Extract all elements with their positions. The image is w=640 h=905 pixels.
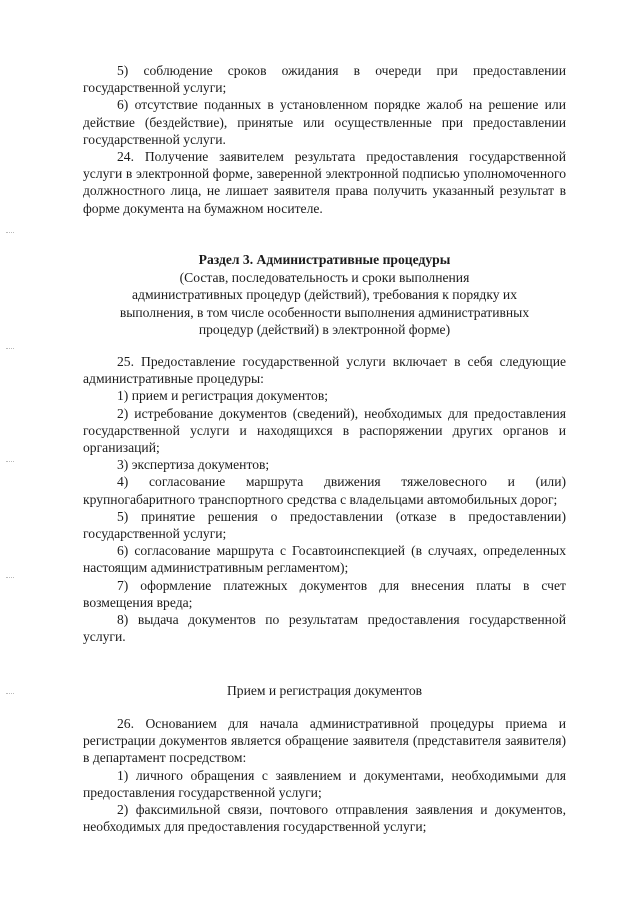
paragraph-26: 26. Основанием для начала административной процедуры приема и регистрации документов является обращение заявителя (представителя заявителя) в департамент посредством: — [83, 716, 566, 766]
procedure-26 — [83, 715, 566, 835]
punch-mark — [6, 461, 14, 463]
list-item: 3) экспертиза документов; — [117, 457, 270, 473]
section-subtitle-line: процедур (действий) в электронной форме) — [198, 322, 451, 338]
punch-mark — [6, 693, 14, 695]
list-item: 1) личного обращения с заявлением и документами, необходимыми для предоставления государственной услуги; — [83, 767, 566, 800]
section-subtitle-line: административных процедур (действий), требования к порядку их — [132, 287, 517, 303]
list-item: 7) оформление платежных документов для внесения платы в счет возмещения вреда; — [83, 577, 566, 610]
procedures-list — [83, 353, 566, 645]
paragraph-25: 25. Предоставление государственной услуги включает в себя следующие административные процедуры: — [83, 354, 566, 387]
subheading-block — [83, 682, 566, 700]
list-item: 5) принятие решения о предоставлении (отказе в предоставлении) государственной услуги; — [83, 508, 566, 542]
punch-mark — [6, 232, 14, 234]
punch-mark — [6, 348, 14, 350]
top-paragraphs — [83, 62, 566, 217]
list-item: 4) согласование маршрута движения тяжеловесного и (или) крупногабаритного транспортного средства с владельцами автомобильных дорог; — [83, 474, 566, 507]
subheading: Прием и регистрация документов — [226, 683, 423, 698]
paragraph-5: 5) соблюдение сроков ожидания в очереди при предоставлении государственной услуги; — [83, 63, 566, 96]
punch-mark — [6, 577, 14, 579]
paragraph-24: 24. Получение заявителем результата предоставления государственной услуги в электронной форме, заверенной электронной подписью уполномоченного должностного лица, не лишает заявителя права получить указанный результат в форме документа на бумажном носителе. — [83, 149, 566, 216]
section-title: Раздел 3. Административные процедуры — [198, 252, 451, 267]
section-heading — [83, 251, 566, 339]
section-subtitle-line: (Состав, последовательность и сроки выполнения — [179, 269, 470, 285]
list-item: 2) истребование документов (сведений), необходимых для предоставления государственной услуги и находящихся в распоряжении других органов и организаций; — [83, 405, 566, 456]
paragraph-6: 6) отсутствие поданных в установленном порядке жалоб на решение или действие (бездействие), принятые или осуществленные при предоставлении государственной услуги. — [83, 97, 566, 147]
list-item: 8) выдача документов по результатам предоставления государственной услуги. — [83, 612, 566, 645]
list-item: 1) прием и регистрация документов; — [117, 388, 329, 404]
list-item: 2) факсимильной связи, почтового отправления заявления и документов, необходимых для предоставления государственной услуги; — [83, 802, 566, 835]
list-item: 6) согласование маршрута с Госавтоинспекцией (в случаях, определенных настоящим административным регламентом); — [83, 543, 566, 576]
section-subtitle-line: выполнения, в том числе особенности выполнения административных — [119, 304, 530, 320]
